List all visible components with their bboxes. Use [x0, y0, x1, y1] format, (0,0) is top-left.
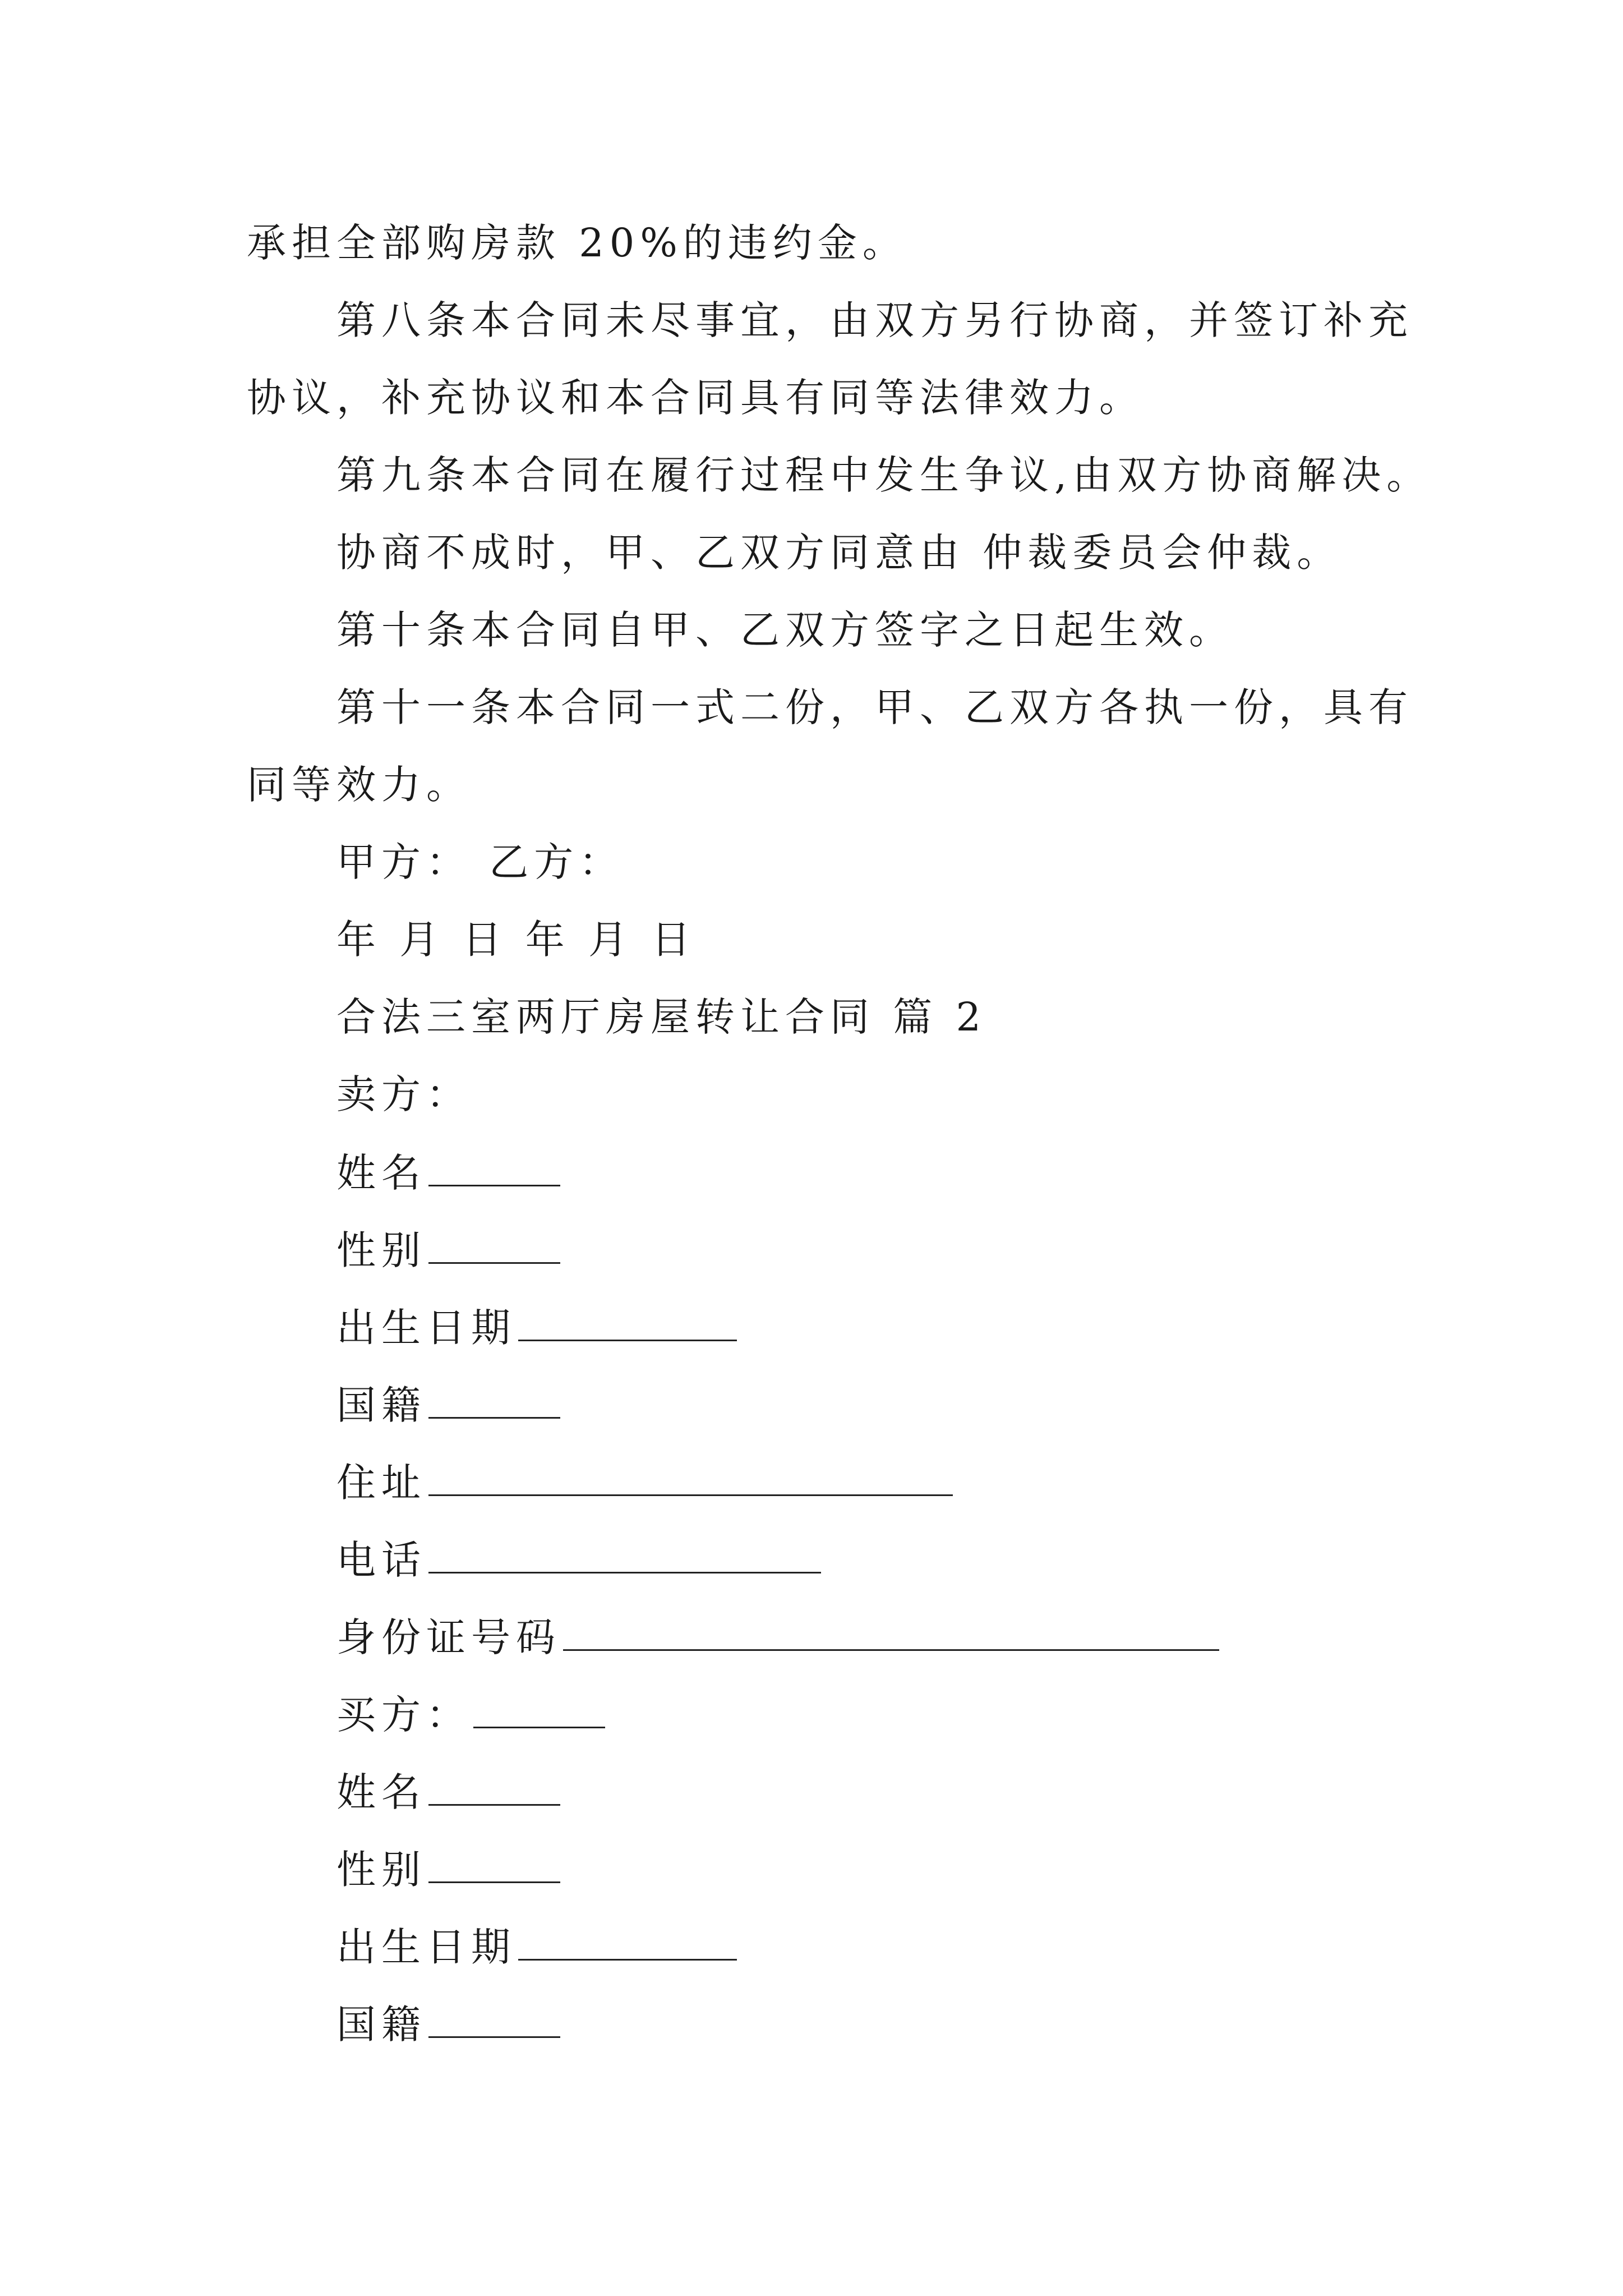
- buyer-birthdate-field: [336, 1924, 737, 1970]
- paragraph-text: 第十条本合同自甲、乙双方签字之日起生效。: [336, 607, 1234, 653]
- paragraph-text: 协议，补充协议和本合同具有同等法律效力。: [247, 375, 1144, 421]
- paragraph-text: 第十一条本合同一式二份，甲、乙双方各执一份，具有: [336, 684, 1413, 730]
- clause-8-line-2: [247, 375, 1144, 421]
- seller-phone-field: [336, 1537, 821, 1583]
- field-label: 身份证号码: [336, 1614, 561, 1660]
- buyer-gender-blank: [428, 1849, 560, 1883]
- buyer-name-blank: [428, 1772, 560, 1806]
- seller-address-field: [336, 1460, 953, 1506]
- paragraph-text: 承担全部购房款 20%的违约金。: [247, 220, 907, 266]
- seller-heading-text: 卖方：: [336, 1071, 471, 1117]
- seller-gender-field: [336, 1227, 560, 1273]
- arbitration-line: [336, 530, 1342, 576]
- field-label: 姓名: [336, 1769, 426, 1815]
- seller-name-blank: [428, 1152, 560, 1186]
- field-label: 国籍: [336, 2001, 426, 2047]
- seller-heading: [336, 1071, 471, 1117]
- buyer-birthdate-blank: [518, 1926, 737, 1961]
- section-title: [336, 994, 987, 1040]
- buyer-heading-text: 买方：: [336, 1692, 471, 1738]
- field-label: 出生日期: [336, 1305, 516, 1351]
- seller-name-field: [336, 1150, 560, 1196]
- paragraph-text: 第八条本合同未尽事宜，由双方另行协商，并签订补充: [336, 297, 1413, 343]
- clause-8-line-1: [336, 297, 1413, 343]
- field-label: 电话: [336, 1537, 426, 1583]
- signature-labels: 甲方： 乙方：: [336, 839, 624, 885]
- buyer-nationality-blank: [428, 2004, 560, 2038]
- seller-id-field: [336, 1614, 1219, 1660]
- seller-birthdate-blank: [518, 1307, 737, 1341]
- buyer-nationality-field: [336, 2001, 560, 2047]
- seller-address-blank: [428, 1462, 953, 1496]
- field-label: 姓名: [336, 1150, 426, 1196]
- paragraph-text: 协商不成时，甲、乙双方同意由 仲裁委员会仲裁。: [336, 530, 1342, 576]
- seller-nationality-field: [336, 1382, 560, 1428]
- paragraph-text: 第九条本合同在履行过程中发生争议,由双方协商解决。: [336, 452, 1432, 498]
- date-labels: 年 月 日 年 月 日: [336, 917, 697, 963]
- field-label: 国籍: [336, 1382, 426, 1428]
- date-line: [336, 917, 697, 963]
- seller-gender-blank: [428, 1230, 560, 1264]
- paragraph-text: 同等效力。: [247, 762, 471, 808]
- clause-11-line-2: [247, 762, 471, 808]
- seller-birthdate-field: [336, 1305, 737, 1351]
- field-label: 性别: [336, 1227, 426, 1273]
- seller-nationality-blank: [428, 1384, 560, 1419]
- seller-id-blank: [563, 1617, 1219, 1651]
- clause-9: [336, 452, 1432, 498]
- field-label: 性别: [336, 1847, 426, 1893]
- field-label: 出生日期: [336, 1924, 516, 1970]
- buyer-name-field: [336, 1769, 560, 1815]
- buyer-heading: [336, 1692, 605, 1738]
- signature-line: [336, 839, 624, 885]
- buyer-gender-field: [336, 1847, 560, 1893]
- seller-phone-blank: [428, 1539, 821, 1573]
- section-title-text: 合法三室两厅房屋转让合同 篇 2: [336, 994, 987, 1040]
- field-label: 住址: [336, 1460, 426, 1506]
- paragraph-penalty: [247, 220, 907, 266]
- buyer-heading-blank: [473, 1694, 605, 1728]
- clause-10: [336, 607, 1234, 653]
- clause-11-line-1: [336, 684, 1413, 730]
